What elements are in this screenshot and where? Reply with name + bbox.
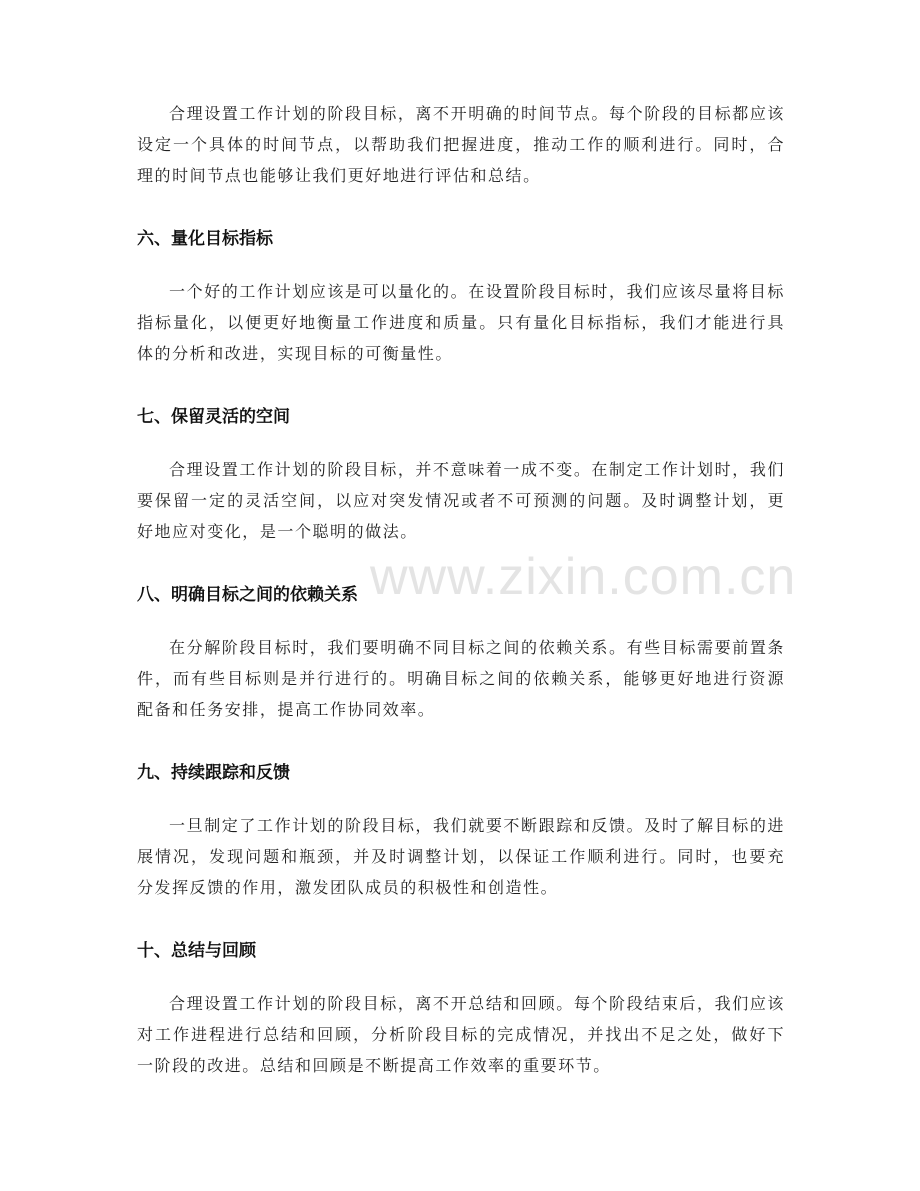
section-paragraph-10: 合理设置工作计划的阶段目标，离不开总结和回顾。每个阶段结束后，我们应该对工作进程进行总结和回顾，分析阶段目标的完成情况，并找出不足之处，做好下一阶段的改进。总结和回顾是不断提高工作效率的重要环节。 <box>137 994 785 1075</box>
section-heading-7: 七、保留灵活的空间 <box>137 407 290 427</box>
paragraph-intro: 合理设置工作计划的阶段目标，离不开明确的时间节点。每个阶段的目标都应该设定一个具体的时间节点，以帮助我们把握进度，推动工作的顺利进行。同时，合理的时间节点也能够让我们更好地进行评估和总结。 <box>137 104 785 185</box>
section-heading-10: 十、总结与回顾 <box>137 941 256 961</box>
watermark: www.zixin.com.cn <box>370 548 797 606</box>
document-body <box>137 98 785 1081</box>
section-heading-8: 八、明确目标之间的依赖关系 <box>137 585 358 605</box>
section-paragraph-9: 一旦制定了工作计划的阶段目标，我们就要不断跟踪和反馈。及时了解目标的进展情况，发现问题和瓶颈，并及时调整计划，以保证工作顺利进行。同时，也要充分发挥反馈的作用，激发团队成员的积极性和创造性。 <box>137 816 785 897</box>
section-paragraph-7: 合理设置工作计划的阶段目标，并不意味着一成不变。在制定工作计划时，我们要保留一定的灵活空间，以应对突发情况或者不可预测的问题。及时调整计划，更好地应对变化，是一个聪明的做法。 <box>137 460 785 541</box>
section-heading-6: 六、量化目标指标 <box>137 229 273 249</box>
section-paragraph-6: 一个好的工作计划应该是可以量化的。在设置阶段目标时，我们应该尽量将目标指标量化，以便更好地衡量工作进度和质量。只有量化目标指标，我们才能进行具体的分析和改进，实现目标的可衡量性。 <box>137 282 785 363</box>
section-heading-9: 九、持续跟踪和反馈 <box>137 763 290 783</box>
section-paragraph-8: 在分解阶段目标时，我们要明确不同目标之间的依赖关系。有些目标需要前置条件，而有些目标则是并行进行的。明确目标之间的依赖关系，能够更好地进行资源配备和任务安排，提高工作协同效率。 <box>137 638 785 719</box>
